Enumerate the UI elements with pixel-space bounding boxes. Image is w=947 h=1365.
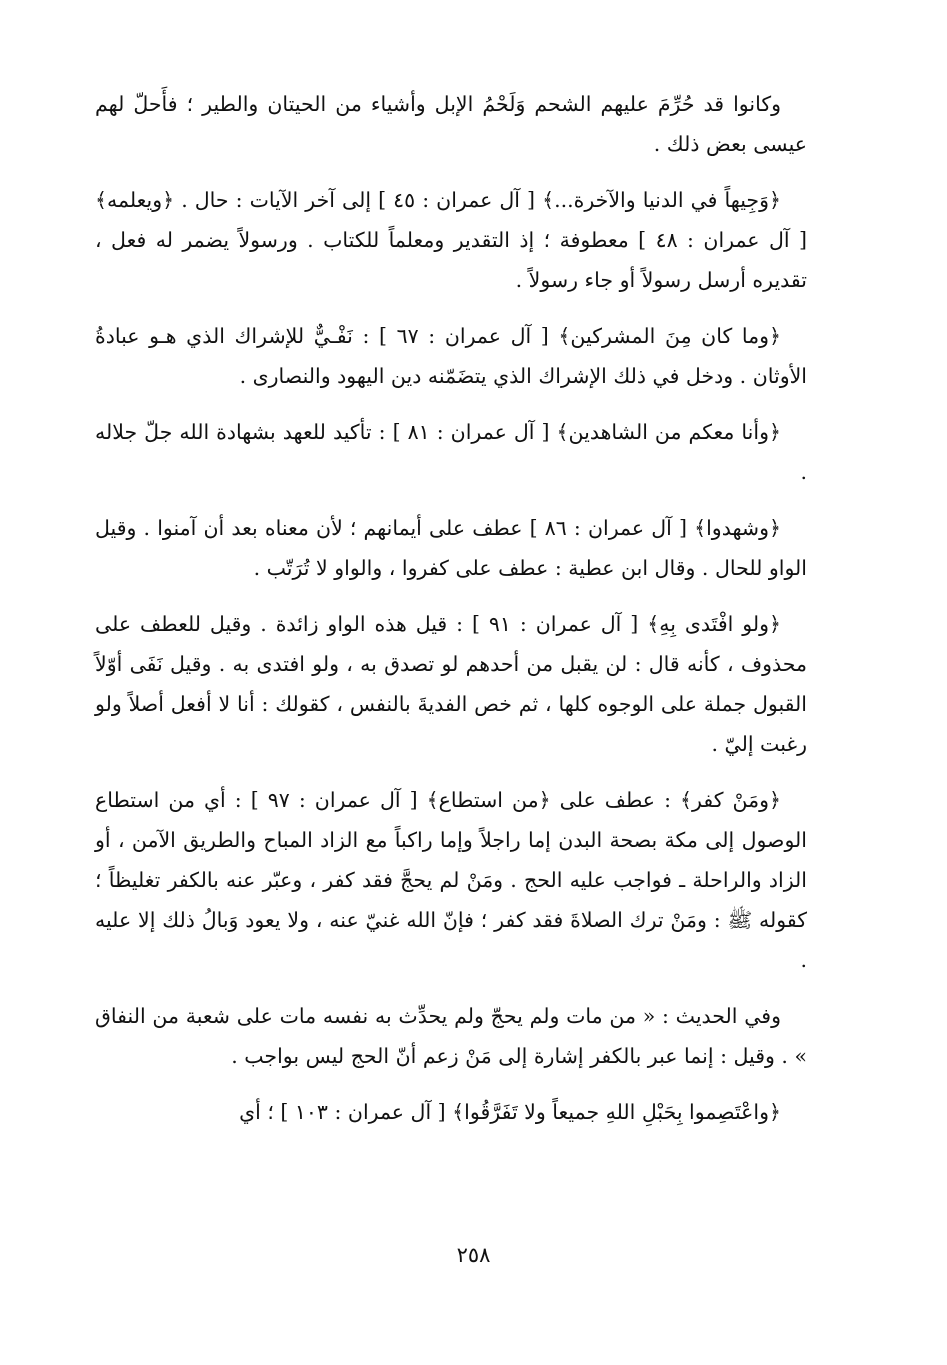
paragraph-7: ﴿ومَنْ كفر﴾ : عطف على ﴿من استطاع﴾ [ آل عمران : ٩٧ ] : أي من استطاع الوصول إلى مكة بصحة البدن إما راجلاً وإما راكباً مع الزاد المباح والطريق الآمن ، أو الزاد والراحلة ـ فواجب عليه الحج . ومَنْ لم يحجَّ فقد كفر ، وعبّر عنه بالكفر تغليظاً ؛ كقوله ﷺ : ومَنْ ترك الصلاةَ فقد كفر ؛ فإنّ الله غنيّ عنه ، ولا يعود وَبالُ ذلك إلا عليه . <box>95 788 807 972</box>
paragraph-3: ﴿وما كان مِنَ المشركين﴾ [ آل عمران : ٦٧ ] : نَفْـيٌّ للإشراك الذي هـو عبادةُ الأوثان . ودخل في ذلك الإشراك الذي يتضَمّنه دين اليهود والنصارى . <box>95 324 807 388</box>
paragraph-9: ﴿واعْتَصِموا بِحَبْلِ اللهِ جميعاً ولا تَفَرَّقُوا﴾ [ آل عمران : ١٠٣ ] ؛ أي <box>239 1100 781 1124</box>
paragraph-4: ﴿وأنا معكم من الشاهدين﴾ [ آل عمران : ٨١ ] : تأكيد للعهد بشهادة الله جلّ جلاله . <box>95 420 807 484</box>
paragraph-1: وكانوا قد حُرِّمَ عليهم الشحم وَلَحْمُ الإبل وأشياء من الحيتان والطير ؛ فأَحلّ لهم عيسى بعض ذلك . <box>95 92 807 156</box>
paragraph-2: ﴿وَجِيهاً في الدنيا والآخرة...﴾ [ آل عمران : ٤٥ ] إلى آخر الآيات : حال . ﴿ويعلمه﴾ [ آل عمران : ٤٨ ] معطوفة ؛ إذ التقدير ومعلماً للكتاب . ورسولاً يضمر له فعل ، تقديره أرسل رسولاً أو جاء رسولاً . <box>95 188 807 292</box>
paragraph-5: ﴿وشهدوا﴾ [ آل عمران : ٨٦ ] عطف على أيمانهم ؛ لأن معناه بعد أن آمنوا . وقيل الواو للحال . وقال ابن عطية : عطف على كفروا ، والواو لا تُرَتّب . <box>95 516 807 580</box>
paragraph-8: وفي الحديث : « من مات ولم يحجّ ولم يحدِّث به نفسه مات على شعبة من النفاق » . وقيل : إنما عبر بالكفر إشارة إلى مَنْ زعم أنّ الحج ليس بواجب . <box>95 1004 807 1068</box>
paragraph-6: ﴿ولو افْتَدى بِهِ﴾ [ آل عمران : ٩١ ] : قيل هذه الواو زائدة . وقيل للعطف على محذوف ، كأنه قال : لن يقبل من أحدهم لو تصدق به ، ولو افتدى به . وقيل نَفَى أوّلاً القبول جملة على الوجوه كلها ، ثم خص الفديةَ بالنفس ، كقولك : أنا لا أفعل أصلاً ولو رغبت إليّ . <box>95 612 807 756</box>
page-number: ٢٥٨ <box>456 1243 491 1267</box>
page-body <box>95 84 807 1148</box>
